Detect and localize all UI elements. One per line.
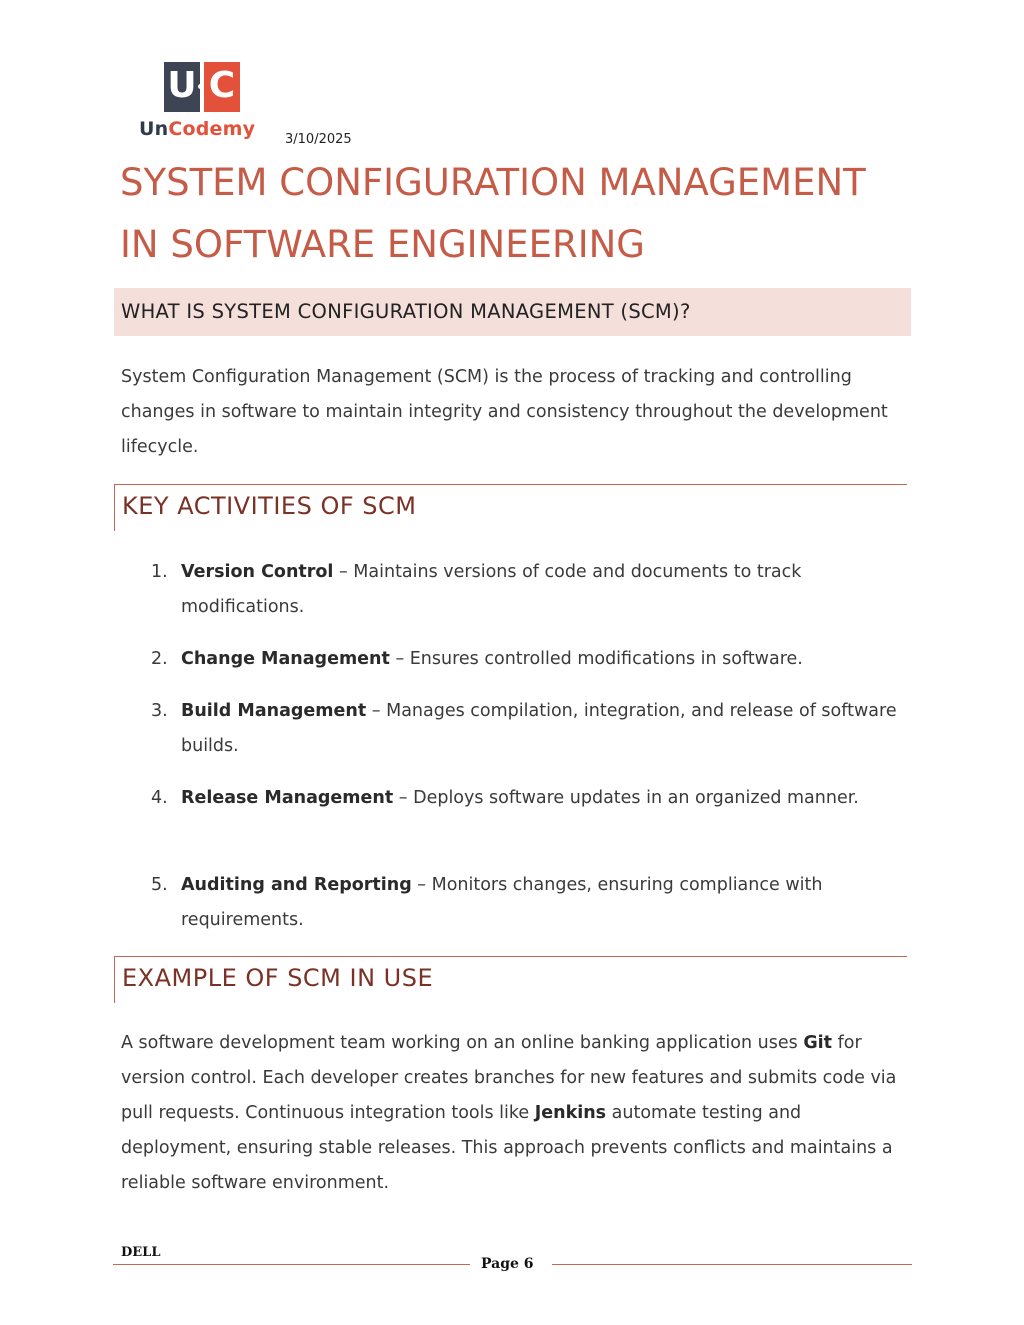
list-item-term: Change Management: [181, 649, 390, 669]
logo-c-block: [204, 62, 240, 112]
example-text-part1: A software development team working on an online banking application uses: [121, 1033, 804, 1053]
list-item-term: Version Control: [181, 562, 334, 582]
list-item-text: [181, 555, 901, 625]
list-item-desc: – Monitors changes, ensuring compliance with requirements.: [181, 875, 823, 930]
section-heading-key-activities: [114, 484, 907, 531]
section-heading-text: KEY ACTIVITIES OF SCM: [122, 492, 417, 520]
header-date: 3/10/2025: [285, 132, 352, 147]
uncodemy-logo: [136, 60, 268, 144]
list-item-desc: – Deploys software updates in an organized manner.: [393, 788, 859, 808]
list-item-text: [181, 868, 901, 938]
list-item-text: [181, 781, 901, 816]
logo-letter-c: C: [208, 65, 236, 106]
list-item-desc: – Ensures controlled modifications in software.: [389, 649, 803, 669]
list-item-number: 2.: [151, 649, 168, 669]
document-title: [120, 152, 920, 276]
logo-letter-u: U: [167, 65, 197, 106]
list-item-text: [181, 642, 901, 677]
example-text-part3: automate testing and deployment, ensuring stable releases. This approach prevents conflicts and maintains a reliable software environment.: [121, 1103, 893, 1193]
footer-rule-right: [552, 1264, 912, 1265]
list-item-number: 3.: [151, 701, 168, 721]
logo-wordmark: [139, 118, 255, 140]
title-line-1: SYSTEM CONFIGURATION MANAGEMENT: [120, 161, 866, 204]
scm-definition-paragraph: System Configuration Management (SCM) is the process of tracking and controlling changes in software to maintain integrity and consistency throughout the development lifecycle.: [121, 367, 888, 457]
scm-example-paragraph: [121, 1026, 911, 1201]
section-heading-what-is-scm: [114, 288, 911, 336]
section-heading-text: EXAMPLE OF SCM IN USE: [122, 964, 434, 992]
list-item-number: 4.: [151, 788, 168, 808]
tool-name-git: Git: [803, 1033, 833, 1053]
logo-dot: [198, 84, 203, 89]
list-item-number: 5.: [151, 875, 168, 895]
list-item-term: Build Management: [181, 701, 367, 721]
list-item-text: [181, 694, 901, 764]
footer-rule-left: [113, 1264, 470, 1265]
footer-author: DELL: [121, 1245, 161, 1260]
example-text-part2: for version control. Each developer creates branches for new features and submits code via pull requests. Continuous integration tools like: [121, 1033, 897, 1123]
list-item-desc: – Manages compilation, integration, and release of software builds.: [181, 701, 897, 756]
page-number: Page 6: [481, 1256, 534, 1272]
list-item-term: Auditing and Reporting: [181, 875, 412, 895]
logo-wordmark-part1: Un: [139, 118, 169, 140]
title-line-2: IN SOFTWARE ENGINEERING: [120, 223, 645, 266]
logo-wordmark-part2: Codemy: [168, 118, 256, 140]
list-item-desc: – Maintains versions of code and documents to track modifications.: [181, 562, 802, 617]
section-heading-example: [114, 956, 907, 1003]
section-heading-text: WHAT IS SYSTEM CONFIGURATION MANAGEMENT (SCM)?: [121, 300, 691, 323]
list-item-term: Release Management: [181, 788, 394, 808]
logo-u-block: [164, 62, 200, 112]
list-item-number: 1.: [151, 562, 168, 582]
tool-name-jenkins: Jenkins: [534, 1103, 607, 1123]
